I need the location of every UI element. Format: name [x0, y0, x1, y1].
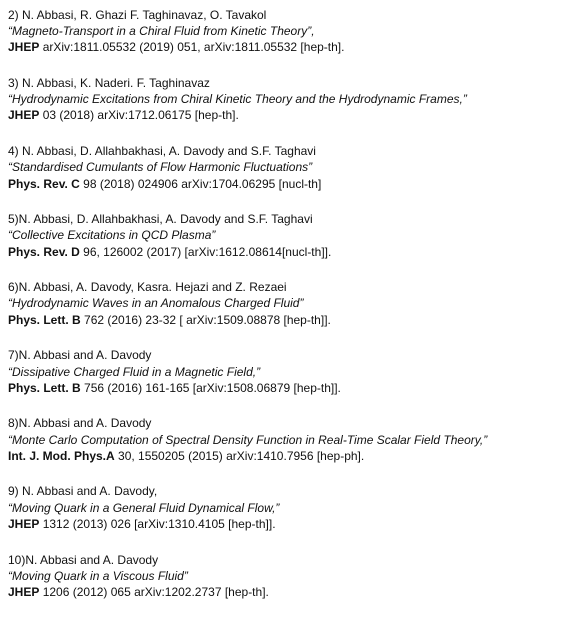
- publication-entry: [8, 211, 579, 260]
- publication-details: arXiv:1811.05532 (2019) 051, arXiv:1811.05532 [hep-th].: [39, 40, 345, 55]
- publication-title: “Monte Carlo Computation of Spectral Density Function in Real-Time Scalar Field Theory,”: [8, 432, 488, 447]
- publication-authors: 8)N. Abbasi and A. Davody: [8, 416, 152, 431]
- publication-title: “Moving Quark in a General Fluid Dynamical Flow,”: [8, 500, 280, 515]
- publication-authors: 4) N. Abbasi, D. Allahbakhasi, A. Davody and S.F. Taghavi: [8, 144, 316, 159]
- publication-citation: [8, 176, 579, 192]
- publication-list: [8, 7, 579, 620]
- publication-entry: [8, 347, 579, 396]
- publication-authors: 5)N. Abbasi, D. Allahbakhasi, A. Davody and S.F. Taghavi: [8, 212, 313, 227]
- publication-details: 03 (2018) arXiv:1712.06175 [hep-th].: [39, 108, 239, 123]
- publication-entry: [8, 483, 579, 532]
- publication-journal: JHEP: [8, 516, 40, 531]
- publication-entry: [8, 75, 579, 124]
- publication-entry: [8, 143, 579, 192]
- publication-citation: [8, 584, 579, 600]
- publication-citation: [8, 107, 579, 123]
- publication-title: “Magneto-Transport in a Chiral Fluid from Kinetic Theory”,: [8, 24, 315, 39]
- publication-citation: [8, 448, 579, 464]
- publication-journal: Phys. Lett. B: [8, 380, 81, 395]
- publication-title: “Hydrodynamic Waves in an Anomalous Charged Fluid”: [8, 296, 304, 311]
- publication-details: 30, 1550205 (2015) arXiv:1410.7956 [hep-ph].: [114, 448, 365, 463]
- publication-details: 1206 (2012) 065 arXiv:1202.2737 [hep-th].: [39, 584, 269, 599]
- publication-citation: [8, 380, 579, 396]
- publication-journal: JHEP: [8, 584, 40, 599]
- publication-citation: [8, 244, 579, 260]
- publication-title: “Moving Quark in a Viscous Fluid”: [8, 568, 188, 583]
- publication-details: 756 (2016) 161-165 [arXiv:1508.06879 [hep-th]].: [80, 380, 341, 395]
- publication-authors: 10)N. Abbasi and A. Davody: [8, 552, 159, 567]
- publication-entry: [8, 415, 579, 464]
- publication-details: 98 (2018) 024906 arXiv:1704.06295 [nucl-th]: [79, 176, 322, 191]
- publication-journal: Phys. Rev. D: [8, 244, 80, 259]
- publication-title: “Collective Excitations in QCD Plasma”: [8, 228, 216, 243]
- publication-details: 762 (2016) 23-32 [ arXiv:1509.08878 [hep-th]].: [80, 312, 331, 327]
- publication-citation: [8, 39, 579, 55]
- publication-details: 1312 (2013) 026 [arXiv:1310.4105 [hep-th]].: [39, 516, 276, 531]
- publication-journal: Int. J. Mod. Phys.A: [8, 448, 115, 463]
- publication-entry: [8, 279, 579, 328]
- publication-title: “Hydrodynamic Excitations from Chiral Kinetic Theory and the Hydrodynamic Frames,”: [8, 92, 467, 107]
- publication-citation: [8, 516, 579, 532]
- publication-authors: 9) N. Abbasi and A. Davody,: [8, 484, 158, 499]
- publication-authors: 3) N. Abbasi, K. Naderi. F. Taghinavaz: [8, 76, 210, 91]
- publication-authors: 7)N. Abbasi and A. Davody: [8, 348, 152, 363]
- publication-title: “Standardised Cumulants of Flow Harmonic Fluctuations”: [8, 160, 313, 175]
- publication-journal: JHEP: [8, 108, 40, 123]
- publication-authors: 6)N. Abbasi, A. Davody, Kasra. Hejazi and Z. Rezaei: [8, 280, 287, 295]
- publication-journal: Phys. Rev. C: [8, 176, 80, 191]
- publication-title: “Dissipative Charged Fluid in a Magnetic Field,”: [8, 364, 261, 379]
- publication-citation: [8, 312, 579, 328]
- publication-journal: Phys. Lett. B: [8, 312, 81, 327]
- publication-authors: 2) N. Abbasi, R. Ghazi F. Taghinavaz, O. Tavakol: [8, 8, 267, 22]
- publication-entry: [8, 552, 579, 601]
- publication-details: 96, 126002 (2017) [arXiv:1612.08614[nucl-th]].: [79, 244, 332, 259]
- publication-journal: JHEP: [8, 40, 40, 55]
- publication-entry: [8, 7, 579, 56]
